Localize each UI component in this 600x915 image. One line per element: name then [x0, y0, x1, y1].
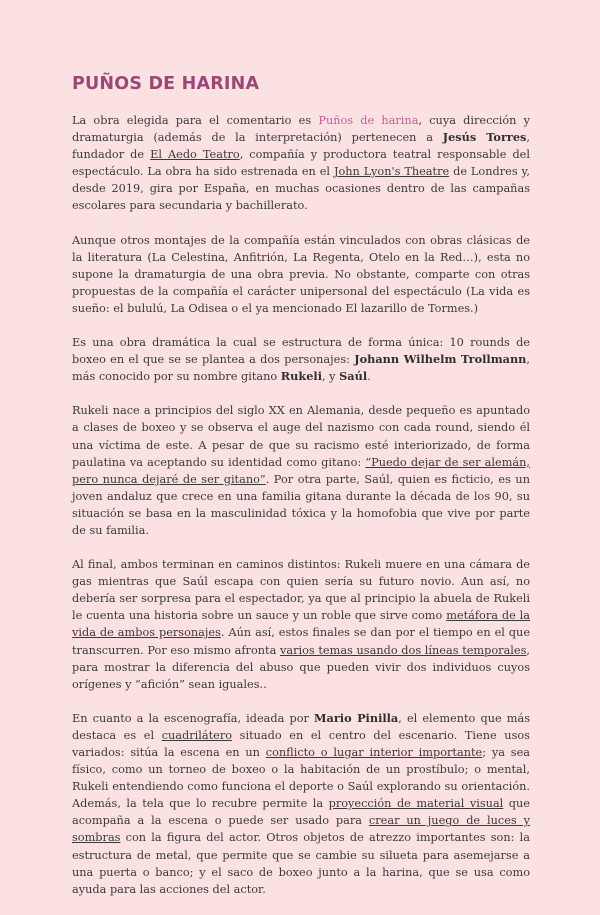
paragraph-company-works: Aunque otros montajes de la compañía están vinculados con obras clásicas de la literatura (La Celestina, Anfitrión, La Regenta, Otelo en la Red…), esta no supone la dramaturgia de una obra previa. No obstante, comparte con otras propuestas de la compañía el carácter unipersonal del espectáculo (La vida es sueño: el bululú, La Odisea o el ya mencionado El lazarillo de Tormes.) — [72, 233, 530, 315]
text-run: situado en el centro del escenario. Tiene usos variados: sitúa la escena en un — [72, 728, 530, 759]
text-run: . Aún así, estos finales se dan por el tiempo en el que transcurren. Por eso mismo afronta — [72, 626, 531, 657]
text-run: , para mostrar la diferencia del abuso que pueden vivir dos individuos cuyos orígenes y “afición” sean iguales.. — [72, 643, 530, 691]
timelines-link[interactable]: varios temas usando dos líneas temporales — [279, 643, 527, 657]
text-run: , más conocido por su nombre gitano — [72, 353, 530, 384]
paragraph-scenography — [72, 710, 530, 898]
document-body — [72, 112, 530, 915]
metaphor-link[interactable]: metáfora de la vida de ambos personajes — [72, 609, 531, 640]
text-run: , fundador de — [72, 131, 530, 162]
text-run: En cuanto a la escenografía, ideada por — [72, 711, 315, 725]
conflict-link[interactable]: conflicto o lugar interior importante — [265, 746, 483, 759]
theatre-link[interactable]: John Lyon's Theatre — [333, 165, 450, 179]
text-run: La obra elegida para el comentario es — [72, 114, 319, 127]
character-name-saul: Saúl — [339, 369, 368, 384]
text-run: Al final, ambos terminan en caminos distintos: Rukeli muere en una cámara de gas mientras que Saúl escapa con quien sería su futuro novio. Aun así, no debería ser sorpresa para el espectador, ya que al principio la abuela de Rukeli le cuenta una historia sobre un sauce y un roble que sirve como — [72, 558, 530, 623]
designer-name: Mario Pinilla — [314, 710, 399, 725]
work-title: Puños de harina — [318, 114, 419, 127]
text-run: , cuya dirección y dramaturgia (además de la interpretación) pertenecen a — [72, 114, 530, 145]
character-name-rukeli: Rukeli — [280, 369, 322, 384]
text-run: Es una obra dramática la cual se estructura de forma única: 10 rounds de boxeo en el que se se plantea a dos personajes: — [72, 336, 530, 367]
lights-link[interactable]: crear un juego de luces y sombras — [72, 814, 530, 845]
page-title: PUÑOS DE HARINA — [72, 74, 260, 94]
text-run: que acompaña a la escena o puede ser usado para — [72, 797, 530, 828]
text-run: , compañía y productora teatral responsable del espectáculo. La obra ha sido estrenada en el — [72, 148, 530, 179]
projection-link[interactable]: proyección de material visual — [328, 797, 504, 811]
quote-link[interactable]: “Puedo dejar de ser alemán, pero nunca dejaré de ser gitano” — [72, 455, 531, 486]
paragraph-intro — [72, 112, 530, 215]
text-run: . Por otra parte, Saúl, quien es ficticio, es un joven andaluz que crece en una familia gitana durante la década de los 90, su situación se basa en la masculinidad tóxica y la homofobia que vive por parte de su familia. — [72, 472, 530, 537]
text-run: , y — [321, 370, 340, 384]
author-name: Jesús Torres — [442, 130, 527, 145]
character-name-trollmann: Johann Wilhelm Trollmann — [354, 352, 527, 367]
ring-link[interactable]: cuadrilátero — [161, 728, 233, 742]
company-link[interactable]: El Aedo Teatro — [150, 148, 240, 162]
text-run: , el elemento que más destaca es el — [72, 711, 531, 742]
text-run: Rukeli nace a principios del siglo XX en Alemania, desde pequeño es apuntado a clases de boxeo y se observa el auge del nazismo con cada round, siendo él una víctima de este. A pesar de que su racismo esté interiorizado, de forma paulatina va aceptando su identidad como gitano: — [72, 404, 530, 469]
text-run: ; ya sea físico, como un torneo de boxeo o la habitación de un prostíbulo; o mental, Rukeli entendiendo como funciona el deporte o Saúl explorando su orientación. Además, la tela que lo recubre permite la — [72, 746, 530, 811]
text-run: con la figura del actor. Otros objetos de atrezzo importantes son: la estructura de metal, que permite que se cambie su silueta para asemejarse a una puerta o banco; y el saco de boxeo junto a la harina, que se usa como ayuda para las acciones del actor. — [72, 831, 530, 896]
paragraph-ending — [72, 556, 530, 693]
text-run: de Londres y, desde 2019, gira por España, en muchas ocasiones dentro de las campañas escolares para secundaria y bachillerato. — [72, 165, 530, 213]
paragraph-characters — [72, 402, 530, 539]
paragraph-structure — [72, 334, 530, 385]
text-run: . — [367, 370, 371, 384]
